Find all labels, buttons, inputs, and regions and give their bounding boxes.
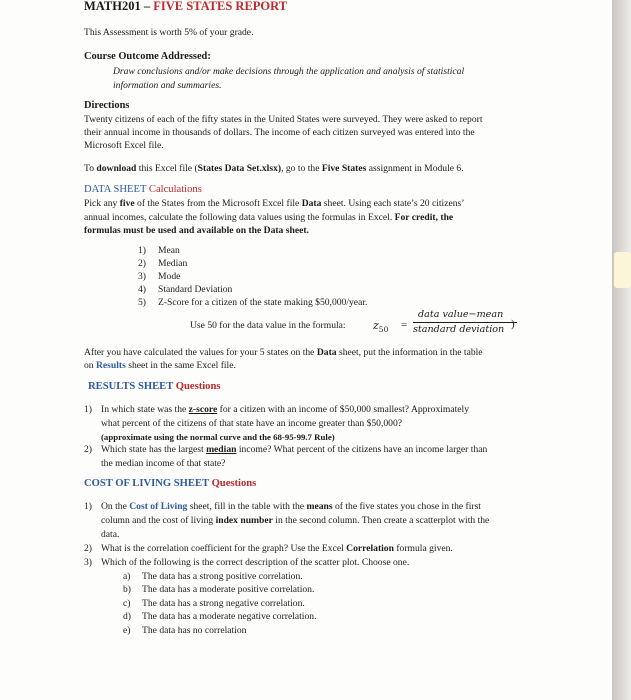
formula-equals: =	[401, 319, 408, 331]
question-line: In which state was the z-score for a citizen with an income of $50,000 smallest? Approximately	[101, 404, 470, 415]
question-line: what percent of the citizens of that state have an income greater than $50,000?	[101, 418, 403, 429]
question-line: On the Cost of Living sheet, fill in the table with the means of the five states you chose in the first	[101, 501, 481, 512]
question-number: 2)	[84, 444, 92, 455]
question-line: Which state has the largest median income? What percent of the citizens have an income larger than	[101, 444, 488, 455]
option-letter: d)	[123, 611, 131, 622]
option-text: The data has a moderate negative correlation.	[142, 611, 317, 622]
page-edge-shadow	[612, 0, 631, 700]
list-item: Standard Deviation	[158, 284, 233, 295]
option-text: The data has a moderate positive correlation.	[142, 584, 315, 595]
list-number: 2)	[138, 258, 146, 269]
option-letter: e)	[123, 625, 131, 636]
data-sheet-line: formulas must be used and available on the Data sheet.	[84, 225, 309, 236]
list-item: Mode	[158, 271, 181, 282]
light-glare	[614, 252, 631, 288]
download-instructions: To download this Excel file (States Data Set.xlsx), go to the Five States assignment in Module 6.	[84, 163, 464, 174]
option-text: The data has a strong positive correlation.	[142, 571, 303, 582]
question-number: 1)	[84, 404, 92, 415]
question-number: 3)	[84, 557, 92, 568]
question-number: 1)	[84, 501, 92, 512]
formula-numerator: data value−mean	[418, 309, 504, 320]
data-sheet-line: Pick any five of the States from the Microsoft Excel file Data sheet. Using each state’s 20 citizens’	[84, 198, 465, 209]
list-number: 4)	[138, 284, 146, 295]
outcome-line: Draw conclusions and/or make decisions through the application and analysis of statistical	[113, 66, 465, 77]
question-number: 2)	[84, 543, 92, 554]
directions-line: Twenty citizens of each of the fifty states in the United States were surveyed. They were asked to report	[84, 114, 483, 125]
results-heading: RESULTS SHEET Questions	[88, 381, 221, 392]
question-line: data.	[101, 529, 120, 540]
list-item: Mean	[158, 245, 180, 256]
question-line: What is the correlation coefficient for the graph? Use the Excel Correlation formula given.	[101, 543, 453, 554]
formula-paren: )	[511, 318, 515, 330]
list-number: 1)	[138, 245, 146, 256]
after-line: on Results sheet in the same Excel file.	[84, 360, 236, 371]
list-number: 5)	[138, 297, 146, 308]
question-note: (approximate using the normal curve and the 68-95-99.7 Rule)	[101, 432, 335, 442]
after-line: After you have calculated the values for your 5 states on the Data sheet, put the information in the table	[84, 347, 483, 358]
option-letter: a)	[123, 571, 131, 582]
formula-denominator: standard deviation	[413, 324, 505, 335]
option-text: The data has no correlation	[142, 625, 247, 636]
page-title: MATH201 – FIVE STATES REPORT	[84, 0, 288, 13]
option-letter: b)	[123, 584, 131, 595]
question-line: the median income of that state?	[101, 458, 226, 469]
directions-heading: Directions	[84, 100, 130, 111]
directions-line: their annual income in thousands of dollars. The income of each citizen surveyed was entered into the	[84, 127, 475, 138]
formula-intro: Use 50 for the data value in the formula:	[190, 320, 346, 331]
list-item: Z-Score for a citizen of the state making $50,000/year.	[158, 297, 368, 308]
question-line: Which of the following is the correct description of the scatter plot. Choose one.	[101, 557, 410, 568]
data-sheet-line: annual incomes, calculate the following data values using the formulas in Excel. For credit, the	[84, 212, 454, 223]
list-number: 3)	[138, 271, 146, 282]
option-letter: c)	[123, 598, 131, 609]
directions-line: Microsoft Excel file.	[84, 140, 164, 151]
option-text: The data has a strong negative correlation.	[142, 598, 305, 609]
cost-of-living-heading: COST OF LIVING SHEET Questions	[84, 478, 257, 489]
formula-z: $z_{50}$	[373, 319, 389, 335]
data-sheet-heading: DATA SHEET Calculations	[84, 184, 202, 195]
outcome-heading: Course Outcome Addressed:	[84, 51, 211, 62]
assessment-worth: This Assessment is worth 5% of your grade.	[84, 27, 254, 38]
fraction-bar	[413, 322, 517, 323]
outcome-line: information and summaries.	[113, 80, 222, 91]
list-item: Median	[158, 258, 188, 269]
question-line: column and the cost of living index number in the second column. Then create a scatterplot with the	[101, 515, 490, 526]
